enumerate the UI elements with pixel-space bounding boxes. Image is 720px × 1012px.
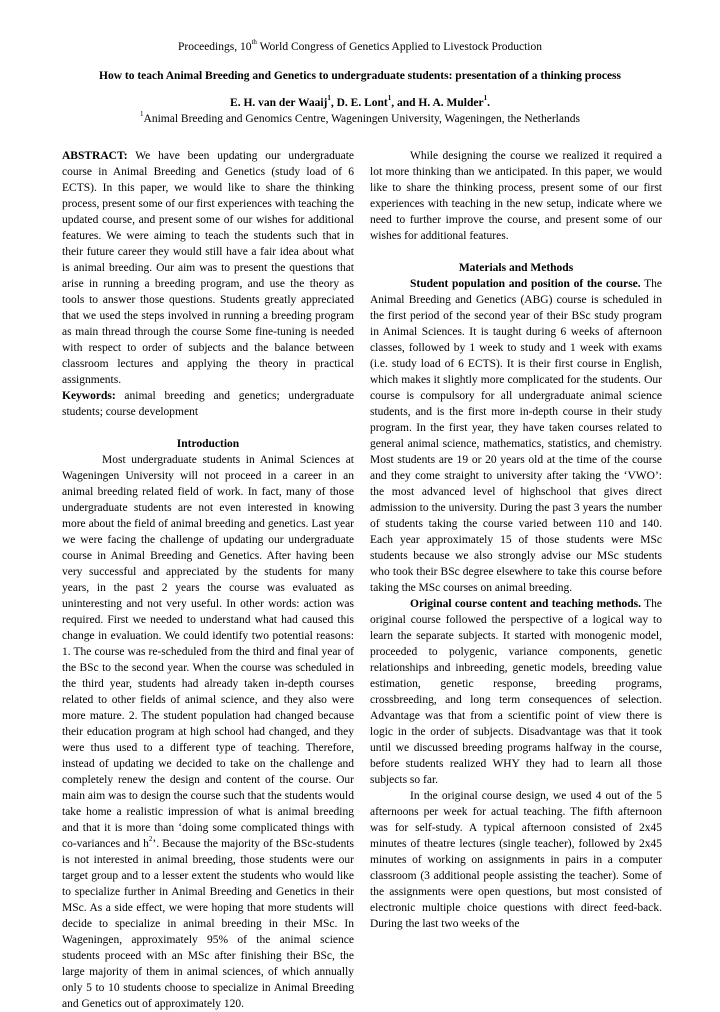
abstract-text: We have been updating our undergraduate course in Animal Breeding and Genetics (study load of 6 ECTS). In this paper, we would like to share the thinking process, present some of our first experiences with teaching the updated course, and present some of our wishes for additional features. We were aiming to teach the students such that in their future career they would still have a fair idea about what is animal breeding. Our aim was to present the questions that arise in running a breeding program, and use the theory as tools to answer those questions. Students greatly appreciated that we used the steps involved in running a breeding program as main thread through the course Some fine-tuning is needed with respect to order of subjects and the balance between classroom lectures and applying the theory in practical assignments. xyxy=(62,150,354,386)
methods-p1-text: The Animal Breeding and Genetics (ABG) course is scheduled in the first period of the second year of their BSc study program in Animal Sciences. It is taught during 6 weeks of afternoon classes, followed by 1 week to study and 1 week with exams (i.e. study load of 6 ECTS). It is their first course in English, which makes it slightly more complicated for the students. Our course is compulsory for all undergraduate animal science students, and is the first more in-depth course in their study program. In the first year, they have taken courses related to general animal science, mathematics, statistics, and chemistry. Most students are 19 or 20 years old at the time of the course and they come straight to university after taking the ‘VWO’: the most advanced level of highschool that gives direct admission to the university. During the past 3 years the number of students taking the course varied between 110 and 140. Each year approximately 15 of those students were MSc students because we also strongly advise our MSc students who took their BSc degree elsewhere to take this course before taking the MSc courses on animal breeding. xyxy=(370,278,662,594)
affiliation xyxy=(0,110,720,125)
right-column xyxy=(370,148,662,932)
keywords-label: Keywords: xyxy=(62,390,116,402)
methods-paragraph-2 xyxy=(370,596,662,788)
keywords xyxy=(62,388,354,420)
proceedings-text-rest: World Congress of Genetics Applied to Livestock Production xyxy=(256,41,542,53)
author-3: , and H. A. Mulder xyxy=(391,97,484,109)
affiliation-sup: 1 xyxy=(140,110,144,119)
author-list xyxy=(0,94,720,109)
proceedings-header xyxy=(0,38,720,53)
methods-subheading-1: Student population and position of the course. xyxy=(410,278,641,290)
methods-heading: Materials and Methods xyxy=(458,262,574,274)
abstract xyxy=(62,148,354,388)
introduction-paragraph-1 xyxy=(62,452,354,1012)
methods-p2-text: The original course followed the perspective of a logical way to learn the separate subjects. It started with monogenic model, proceeded to polygenic, variance components, genetic relationships and inbreeding, genetic models, breeding value estimation, genetic response, breeding programs, crossbreeding, and long term consequences of selection. Advantage was that from a scientific point of view there is logic in the order of subjects. Disadvantage was that it took until we discussed breeding programs halfway in the course, before students realized WHY they had to learn all those subjects so far. xyxy=(370,598,662,786)
abstract-label: ABSTRACT: xyxy=(62,150,128,162)
intro-p1-text-a: Most undergraduate students in Animal Sciences at Wageningen University will not proceed in a career in an animal breeding related field of work. In fact, many of those undergraduate students are not even interested in knowing more about the field of animal breeding and genetics. Last year we were facing the challenge of updating our undergraduate course in Animal Breeding and Genetics. After having been very successful and appreciated by the students for many years, in the past 2 years the course was evaluated as uninteresting and not very useful. In other words: action was required. First we needed to understand what had caused this change in evaluation. We could identify two potential reasons: 1. The course was re-scheduled from the third and final year of the BSc to the second year. When the course was scheduled in the third year, students had already taken in-depth courses related to other fields of animal science, and they also were more mature. 2. The student population had changed because their education program at high school had changed, and they were thus used to a different type of teaching. Therefore, instead of updating we decided to take on the challenge and completely renew the design and content of the course. Our main aim was to design the course such that the students would take home a realistic impression of what is animal breeding and that it is more than ‘doing some complicated things with co-variances and h xyxy=(62,454,354,850)
author-1: E. H. van der Waaij xyxy=(230,97,328,109)
introduction-heading: Introduction xyxy=(176,438,240,450)
author-1-affil: 1 xyxy=(327,94,331,103)
intro-p1-text-b: ’. Because the majority of the BSc-students is not interested in animal breeding, those students were our target group and to a lesser extent the students who would like to specialize further in Animal Breeding and Genetics in their MSc. As a side effect, we were hoping that more students will decide to specialize in animal breeding in their MSc. In Wageningen, approximately 95% of the animal science students proceed with an MSc after finishing their BSc, the large majority of them in animal sciences, of which annually only 5 to 10 students choose to specialize in Animal Breeding and Genetics out of approximately 120. xyxy=(62,838,354,1010)
methods-paragraph-3: In the original course design, we used 4 out of the 5 afternoons per week for actual teaching. The fifth afternoon was for self-study. A typical afternoon consisted of 2x45 minutes of theatre lectures (single teacher), followed by 2x45 minutes of working on assignments in pairs in a computer classroom (3 additional people assisting the teacher). Some of the assignments were open questions, but most consisted of electronic multiple choice questions with direct feed-back. During the last two weeks of the xyxy=(370,790,662,930)
intro-p1-sup: 2 xyxy=(148,835,153,844)
methods-subheading-2: Original course content and teaching methods. xyxy=(410,598,641,610)
methods-paragraph-1 xyxy=(370,276,662,596)
introduction-paragraph-2: While designing the course we realized it required a lot more thinking than we anticipated. In this paper, we would like to share the thinking process, present some of our first experiences with teaching in the new setup, indicate where we need to further improve the course, and present some of our wishes for additional features. xyxy=(370,150,662,242)
author-end: . xyxy=(487,97,490,109)
author-3-affil: 1 xyxy=(483,94,488,103)
affiliation-text: Animal Breeding and Genomics Centre, Wageningen University, Wageningen, the Netherlands xyxy=(143,113,580,125)
author-2-affil: 1 xyxy=(387,94,392,103)
keywords-text: animal breeding and genetics; undergraduate students; course development xyxy=(62,390,354,418)
author-2: , D. E. Lont xyxy=(330,97,388,109)
paper-title: How to teach Animal Breeding and Genetics to undergraduate students: presentation of a thinking process xyxy=(99,70,621,82)
proceedings-sup: th xyxy=(251,38,257,47)
proceedings-text: Proceedings, 10 xyxy=(178,41,252,53)
left-column xyxy=(62,148,354,1012)
